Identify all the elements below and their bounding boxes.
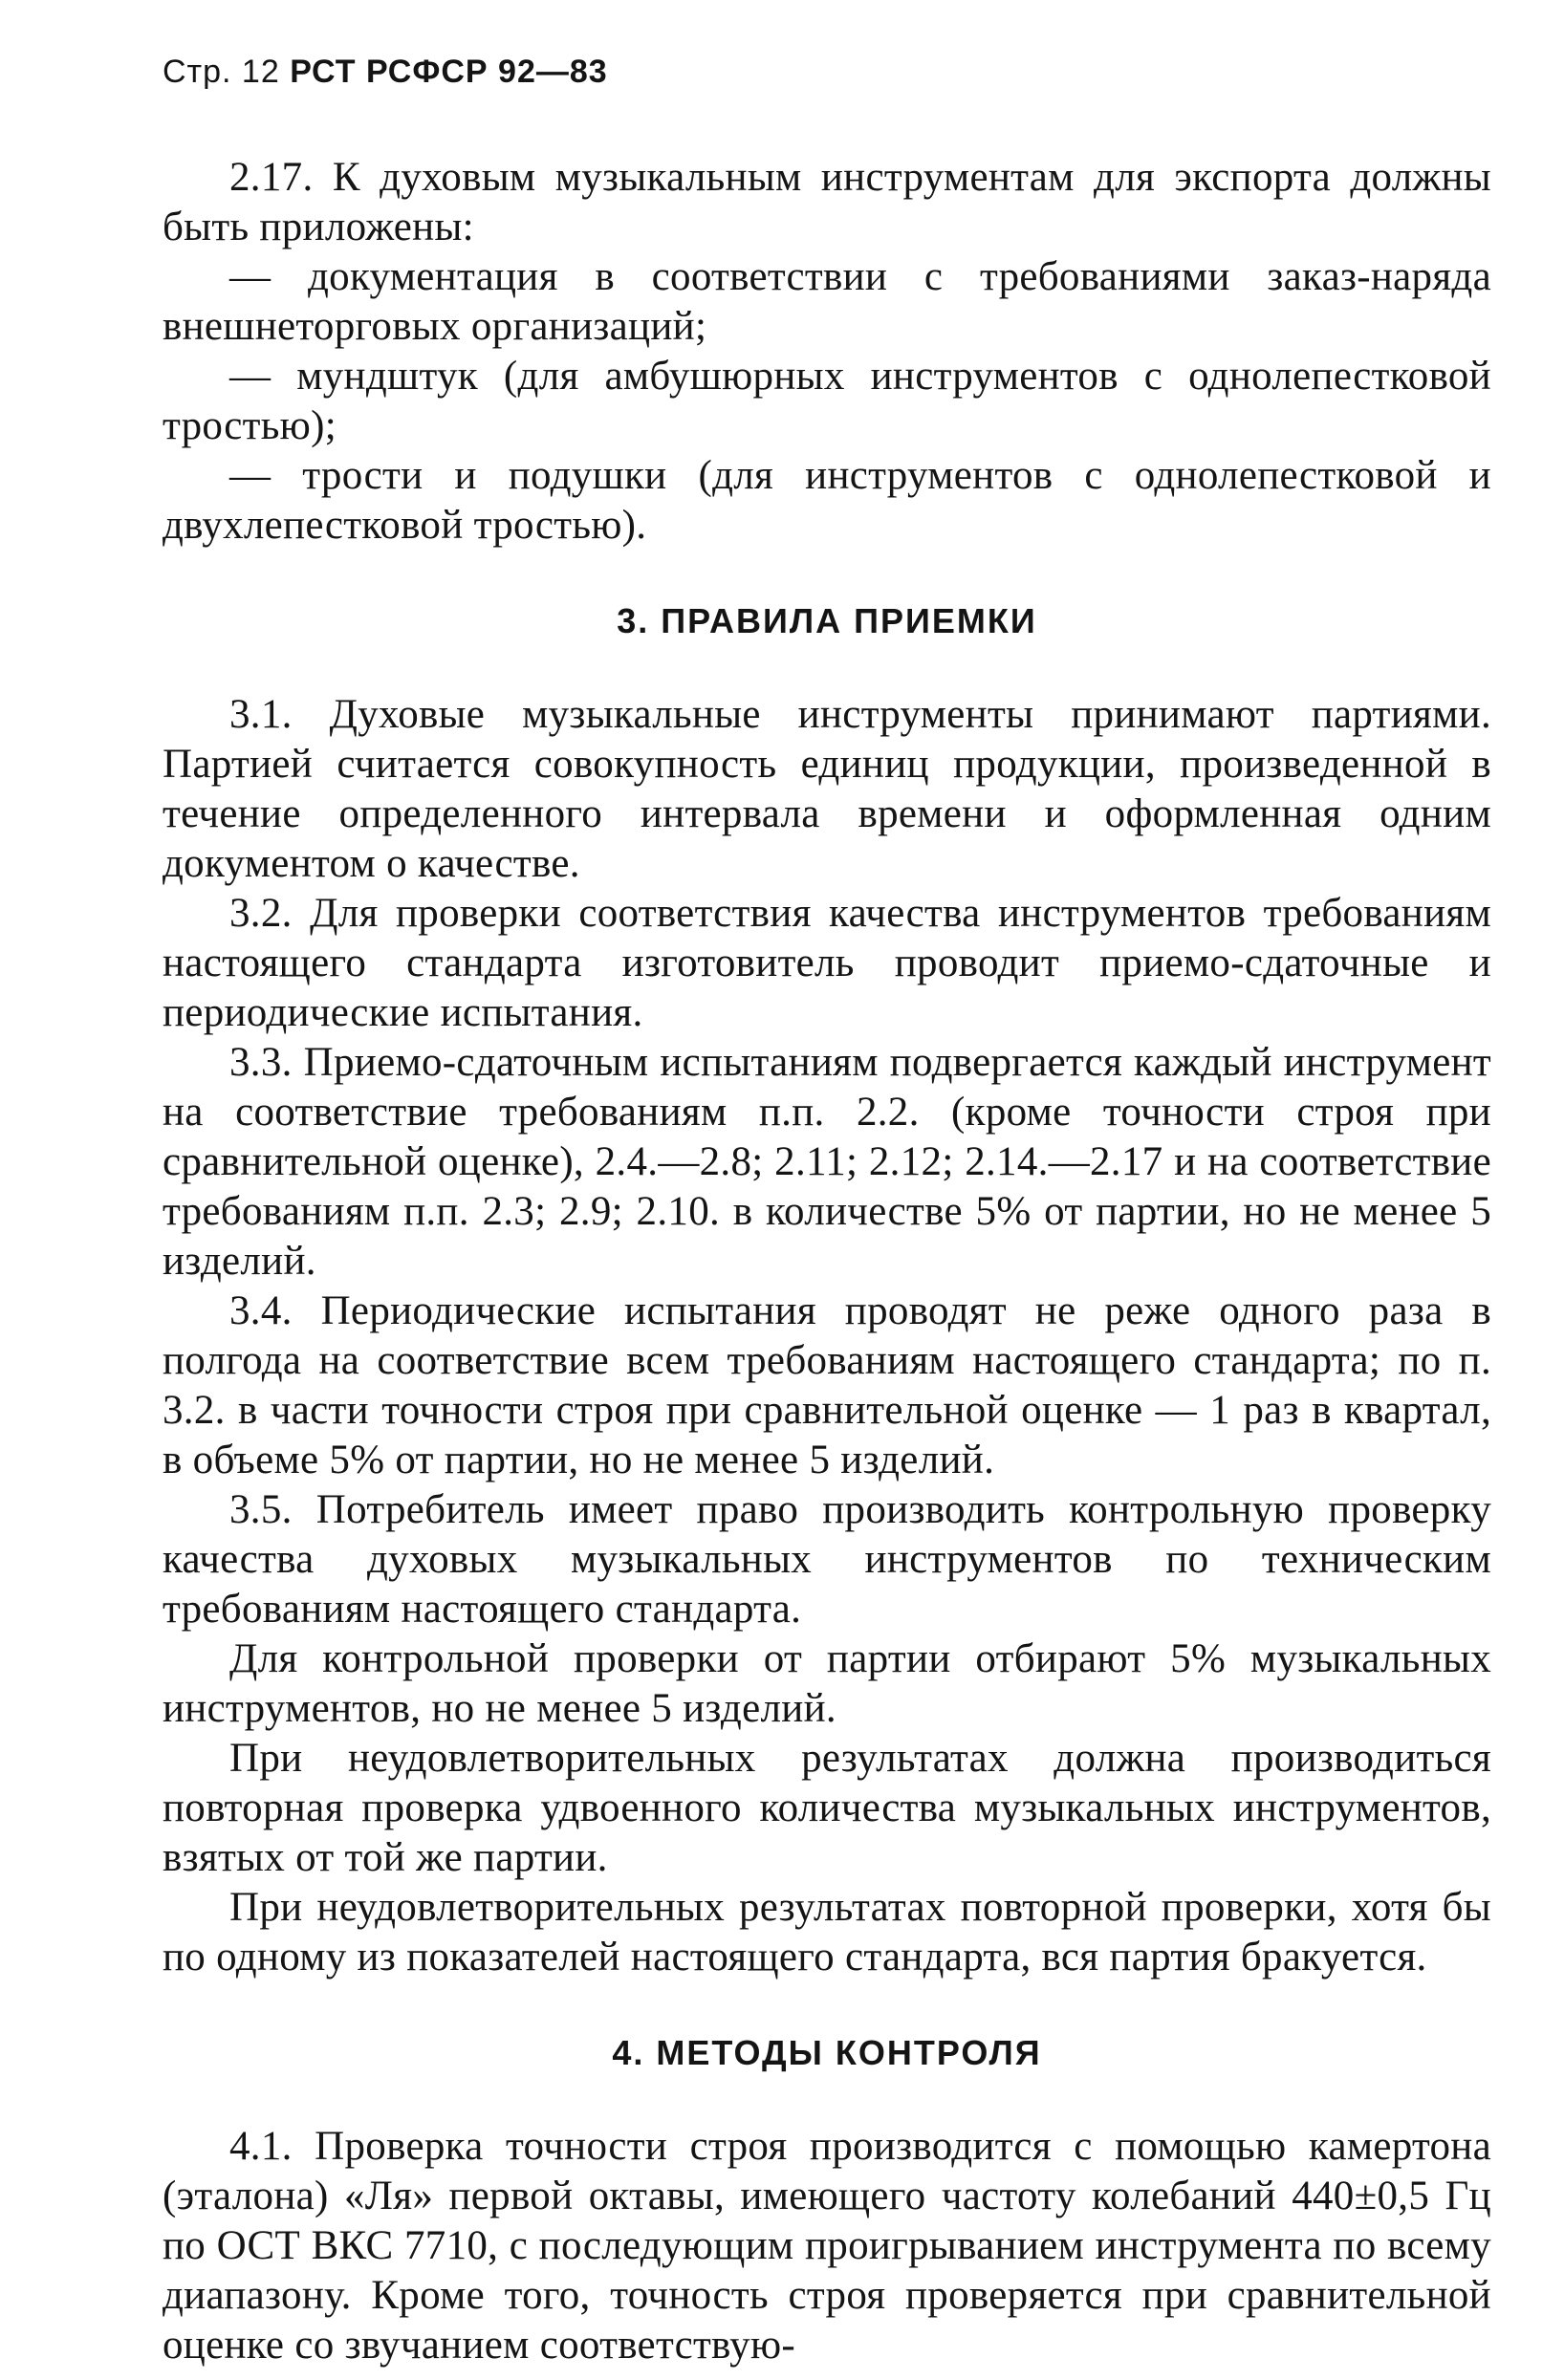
list-item-mouthpiece: — мундштук (для амбушюрных инструментов с однолепестковой тростью); [163,354,1491,448]
paragraph-3-5-rejection: При неудовлетворительных результатах повторной проверки, хотя бы по одному из показателей настоящего стандарта, вся партия бракуется. [163,1885,1491,1980]
list-item-reeds: — трости и подушки (для инструментов с однолепестковой и двухлепестковой тростью). [163,453,1491,548]
paragraph-2-17: 2.17. К духовым музыкальным инструментам для экспорта должны быть приложены: [163,155,1491,249]
page-body [163,153,1491,2370]
paragraph-4-1: 4.1. Проверка точности строя производится с помощью камертона (эталона) «Ля» первой октавы, имеющего частоту колебаний 440±0,5 Гц по ОСТ ВКС 7710, с последующим проигрыванием инструмента по всему диапазону. Кроме того, точность строя проверяется при сравнительной оценке со звучанием соответствую- [163,2124,1491,2368]
paragraph-3-5: 3.5. Потребитель имеет право производить контрольную проверку качества духовых музыкальных инструментов по техническим требованиям настоящего стандарта. [163,1487,1491,1632]
list-item-documentation: — документация в соответствии с требованиями заказ-наряда внешнеторговых организаций; [163,254,1491,349]
paragraph-3-4: 3.4. Периодические испытания проводят не реже одного раза в полгода на соответствие всем требованиям настоящего стандарта; по п. 3.2. в части точности строя при сравнительной оценке — 1 раз в квартал, в объеме 5% от партии, но не менее 5 изделий. [163,1288,1491,1482]
section-heading-acceptance-rules: 3. ПРАВИЛА ПРИЕМКИ [617,601,1037,640]
paragraph-3-1: 3.1. Духовые музыкальные инструменты принимают партиями. Партией считается совокупность единиц продукции, произведенной в течение определенного интервала времени и оформленная одним документом о качестве. [163,692,1491,886]
page-header [163,54,608,91]
section-heading-control-methods: 4. МЕТОДЫ КОНТРОЛЯ [612,2033,1042,2072]
paragraph-3-5-retest: При неудовлетворительных результатах должна производиться повторная проверка удвоенного количества музыкальных инструментов, взятых от той же партии. [163,1736,1491,1880]
standard-designation: РСТ РСФСР 92—83 [290,54,608,90]
paragraph-3-3: 3.3. Приемо-сдаточным испытаниям подвергается каждый инструмент на соответствие требованиям п.п. 2.2. (кроме точности строя при сравнительной оценке), 2.4.—2.8; 2.11; 2.12; 2.14.—2.17 и на соответствие требованиям п.п. 2.3; 2.9; 2.10. в количестве 5% от партии, но не менее 5 изделий. [163,1040,1491,1284]
paragraph-3-5-sampling: Для контрольной проверки от партии отбирают 5% музыкальных инструментов, но не менее 5 изделий. [163,1636,1491,1731]
page-number: Стр. 12 [163,54,280,90]
paragraph-3-2: 3.2. Для проверки соответствия качества инструментов требованиям настоящего стандарта изготовитель проводит приемо-сдаточные и периодические испытания. [163,891,1491,1035]
